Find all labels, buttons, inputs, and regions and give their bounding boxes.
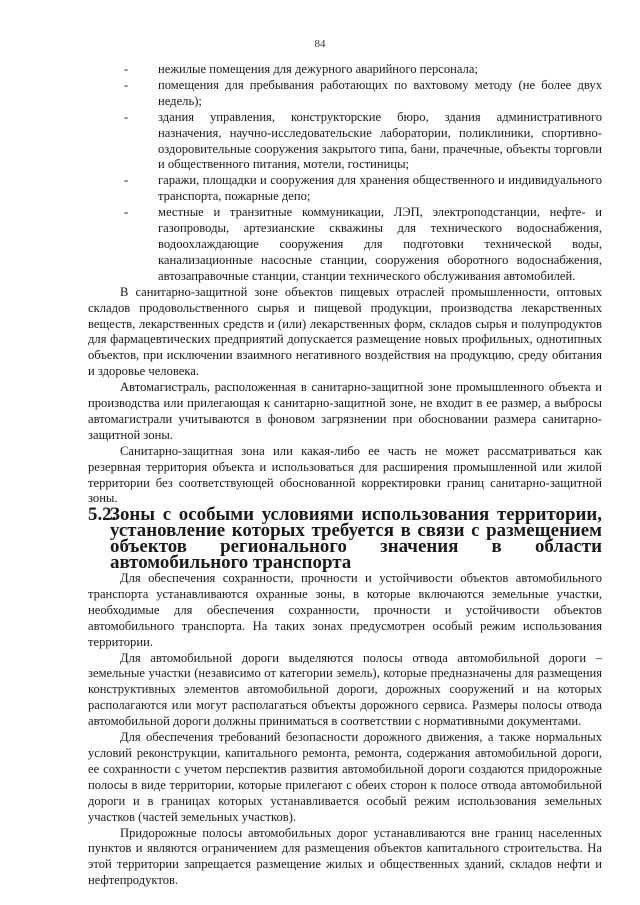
list-item (88, 62, 602, 78)
paragraph: Для автомобильной дороги выделяются полосы отвода автомобильной дороги – земельные участки (независимо от категории земель), которые предназначены для размещения конструктивных элементов автомобильной дороги, дорожных сооружений и на которых располагаются или могут располагаться объекты дорожного сервиса. Размеры полосы отвода автомобильной дороги должны приниматься в соответствии с нормативными документами. (88, 650, 602, 729)
paragraph: Для обеспечения требований безопасности дорожного движения, а также нормальных условий реконструкции, капитального ремонта, ремонта, содержания автомобильной дороги, ее сохранности с учетом перспектив развития автомобильной дороги создаются придорожные полосы в виде территории, которые прилегают с обеих сторон к полосе отвода автомобильной дороги и в границах которых устанавливается особый режим использования земельных участков (частей земельных участков). (88, 730, 602, 824)
page-number: 84 (314, 38, 326, 50)
paragraph: Для обеспечения сохранности, прочности и устойчивости объектов автомобильного транспорта устанавливаются охранные зоны, в которые включаются земельные участки, необходимые для обеспечения сохранности, прочности и устойчивости объектов автомобильного транспорта. На таких зонах предусмотрен особый режим использования территории. (88, 571, 602, 649)
paragraph: В санитарно-защитной зоне объектов пищевых отраслей промышленности, оптовых складов продовольственного сырья и пищевой продукции, производства лекарственных веществ, лекарственных средств и (или) лекарственных форм, складов сырья и полупродуктов для фармацевтических предприятий допускается размещение новых профильных, однотипных объектов, при исключении взаимного негативного воздействия на продукцию, среду обитания и здоровье человека. (88, 284, 602, 379)
section-heading (88, 504, 602, 574)
list-dash: - (124, 205, 129, 220)
list-item (88, 110, 602, 174)
list-item-text: здания управления, конструкторские бюро, здания административного назначения, научно-исследовательские лаборатории, поликлиники, спортивно-оздоровительные сооружения закрытого типа, бани, прачечные, объекты торговли и общественного питания, мотели, гостиницы; (158, 109, 602, 172)
list-item-text: нежилые помещения для дежурного аварийного персонала; (158, 62, 478, 76)
section-number: 5.2. (88, 504, 117, 526)
paragraph: Придорожные полосы автомобильных дорог устанавливаются вне границ населенных пунктов и являются ограничением для размещения объектов капитального строительства. На этой территории запрещается размещение жилых и общественных зданий, складов нефти и нефтепродуктов. (88, 825, 602, 888)
permitted-objects-list (88, 62, 602, 285)
list-item (88, 173, 602, 205)
list-dash: - (124, 77, 129, 92)
document-body (88, 62, 602, 889)
list-item-text: гаражи, площадки и сооружения для хранения общественного и индивидуального транспорта, пожарные депо; (158, 173, 602, 204)
list-dash: - (124, 62, 129, 76)
list-item-text: местные и транзитные коммуникации, ЛЭП, электроподстанции, нефте- и газопроводы, артезианские скважины для технического водоснабжения, водоохлаждающие сооружения для подготовки технической воды, канализационные насосные станции, сооружения оборотного водоснабжения, автозаправочные станции, станции технического обслуживания автомобилей. (158, 205, 602, 283)
list-item (88, 78, 602, 110)
paragraph: Автомагистраль, расположенная в санитарно-защитной зоне промышленного объекта и производства или прилегающая к санитарно-защитной зоне, не входит в ее размер, а выбросы автомагистрали учитываются в фоновом загрязнении при обосновании размера санитарно-защитной зоны. (88, 380, 602, 442)
paragraph: Санитарно-защитная зона или какая-либо ее часть не может рассматриваться как резервная территория объекта и использоваться для расширения промышленной или жилой территории без соответствующей обоснованной корректировки границ санитарно-защитной зоны. (88, 443, 602, 506)
section-title: Зоны с особыми условиями использования территории, установление которых требуется в связи с размещением объектов регионального значения в области автомобильного транспорта (110, 504, 602, 574)
list-item (88, 205, 602, 285)
list-item-text: помещения для пребывания работающих по вахтовому методу (не более двух недель); (158, 77, 602, 108)
list-dash: - (124, 109, 129, 124)
list-dash: - (124, 173, 129, 188)
